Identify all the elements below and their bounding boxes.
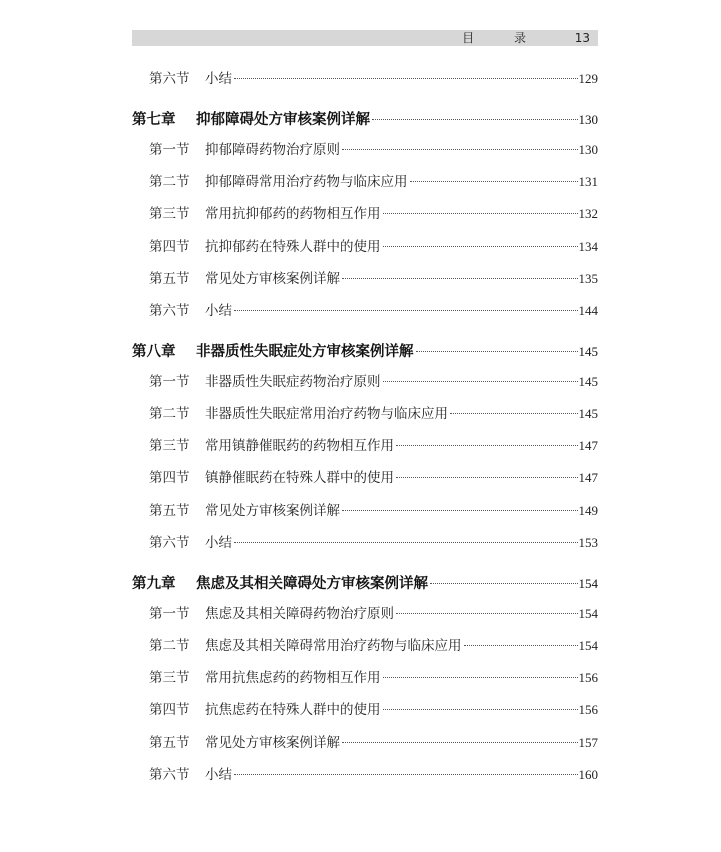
page-number: 156 <box>578 670 598 685</box>
page-number: 129 <box>578 71 598 86</box>
section-title: 常见处方审核案例详解 <box>205 503 340 519</box>
section-number: 第四节 <box>149 239 190 255</box>
chapter-number: 第九章 <box>132 576 176 592</box>
dot-leader <box>383 381 578 382</box>
section-title: 抑郁障碍常用治疗药物与临床应用 <box>205 174 408 190</box>
page-number: 145 <box>578 344 598 359</box>
page-number: 130 <box>578 142 598 157</box>
toc-chapter-entry[interactable] <box>132 109 598 131</box>
toc-chapter-entry[interactable] <box>132 341 598 363</box>
section-number: 第三节 <box>149 206 190 222</box>
dot-leader <box>450 413 578 414</box>
section-number: 第二节 <box>149 174 190 190</box>
section-title: 小结 <box>205 71 232 87</box>
dot-leader <box>234 310 578 311</box>
page-number: 157 <box>578 735 598 750</box>
section-title: 非器质性失眠症药物治疗原则 <box>205 374 381 390</box>
toc-section-entry[interactable] <box>132 236 598 258</box>
dot-leader <box>430 583 578 584</box>
page-number: 130 <box>578 112 598 127</box>
toc-section-entry[interactable] <box>132 467 598 489</box>
section-number: 第五节 <box>149 503 190 519</box>
section-number: 第六节 <box>149 535 190 551</box>
section-title: 焦虑及其相关障碍药物治疗原则 <box>205 606 394 622</box>
header-page-number: 13 <box>574 31 590 45</box>
section-number: 第三节 <box>149 438 190 454</box>
dot-leader <box>234 774 578 775</box>
section-number: 第四节 <box>149 702 190 718</box>
section-title: 抗抑郁药在特殊人群中的使用 <box>205 239 381 255</box>
toc-section-entry[interactable] <box>132 603 598 625</box>
dot-leader <box>396 445 578 446</box>
section-number: 第一节 <box>149 606 190 622</box>
section-number: 第五节 <box>149 271 190 287</box>
dot-leader <box>410 181 578 182</box>
toc-section-entry[interactable] <box>132 300 598 322</box>
page-number: 135 <box>578 271 598 286</box>
toc-section-entry[interactable] <box>132 171 598 193</box>
page-number: 154 <box>578 638 598 653</box>
section-title: 常用抗焦虑药的药物相互作用 <box>205 670 381 686</box>
chapter-title: 非器质性失眠症处方审核案例详解 <box>196 344 414 360</box>
dot-leader <box>372 119 578 120</box>
page-number: 147 <box>578 470 598 485</box>
dot-leader <box>234 542 578 543</box>
dot-leader <box>342 742 578 743</box>
section-title: 镇静催眠药在特殊人群中的使用 <box>205 470 394 486</box>
dot-leader <box>383 213 578 214</box>
toc-section-entry[interactable] <box>132 500 598 522</box>
dot-leader <box>342 278 578 279</box>
page-number: 154 <box>578 576 598 591</box>
toc-chapter-entry[interactable] <box>132 573 598 595</box>
section-number: 第三节 <box>149 670 190 686</box>
section-title: 抗焦虑药在特殊人群中的使用 <box>205 702 381 718</box>
section-title: 常用抗抑郁药的药物相互作用 <box>205 206 381 222</box>
page-number: 153 <box>578 535 598 550</box>
toc-section-entry[interactable] <box>132 139 598 161</box>
dot-leader <box>396 613 578 614</box>
dot-leader <box>342 149 578 150</box>
toc-section-entry[interactable] <box>132 268 598 290</box>
section-title: 小结 <box>205 303 232 319</box>
toc-section-entry[interactable] <box>132 203 598 225</box>
chapter-number: 第七章 <box>132 112 176 128</box>
page-number: 144 <box>578 303 598 318</box>
section-title: 常用镇静催眠药的药物相互作用 <box>205 438 394 454</box>
page-number: 154 <box>578 606 598 621</box>
toc-section-entry[interactable] <box>132 635 598 657</box>
page-number: 160 <box>578 767 598 782</box>
section-number: 第六节 <box>149 767 190 783</box>
toc-section-entry[interactable] <box>132 732 598 754</box>
section-title: 抑郁障碍药物治疗原则 <box>205 142 340 158</box>
page-number: 131 <box>578 174 598 189</box>
dot-leader <box>383 677 578 678</box>
dot-leader <box>234 78 578 79</box>
section-title: 常见处方审核案例详解 <box>205 271 340 287</box>
chapter-title: 焦虑及其相关障碍处方审核案例详解 <box>196 576 428 592</box>
dot-leader <box>396 477 578 478</box>
section-number: 第一节 <box>149 374 190 390</box>
dot-leader <box>383 246 578 247</box>
section-title: 小结 <box>205 767 232 783</box>
section-number: 第五节 <box>149 735 190 751</box>
section-number: 第六节 <box>149 303 190 319</box>
dot-leader <box>416 351 578 352</box>
chapter-number: 第八章 <box>132 344 176 360</box>
toc-section-entry[interactable] <box>132 532 598 554</box>
toc-section-entry[interactable] <box>132 764 598 786</box>
running-header <box>132 30 598 46</box>
toc-section-entry[interactable] <box>132 435 598 457</box>
dot-leader <box>383 709 578 710</box>
page-number: 156 <box>578 702 598 717</box>
section-title: 焦虑及其相关障碍常用治疗药物与临床应用 <box>205 638 462 654</box>
page-number: 145 <box>578 406 598 421</box>
page-number: 132 <box>578 206 598 221</box>
header-title: 目 录 <box>462 31 544 45</box>
page-number: 147 <box>578 438 598 453</box>
toc-section-entry[interactable] <box>132 403 598 425</box>
chapter-title: 抑郁障碍处方审核案例详解 <box>196 112 370 128</box>
section-number: 第四节 <box>149 470 190 486</box>
section-title: 非器质性失眠症常用治疗药物与临床应用 <box>205 406 448 422</box>
toc-section-entry[interactable] <box>132 371 598 393</box>
section-number: 第二节 <box>149 638 190 654</box>
page-number: 145 <box>578 374 598 389</box>
dot-leader <box>342 510 578 511</box>
dot-leader <box>464 645 578 646</box>
toc-section-entry[interactable] <box>132 68 598 90</box>
toc-section-entry[interactable] <box>132 667 598 689</box>
section-number: 第二节 <box>149 406 190 422</box>
section-title: 小结 <box>205 535 232 551</box>
toc-section-entry[interactable] <box>132 699 598 721</box>
page-number: 134 <box>578 239 598 254</box>
section-number: 第六节 <box>149 71 190 87</box>
section-number: 第一节 <box>149 142 190 158</box>
page-number: 149 <box>578 503 598 518</box>
section-title: 常见处方审核案例详解 <box>205 735 340 751</box>
